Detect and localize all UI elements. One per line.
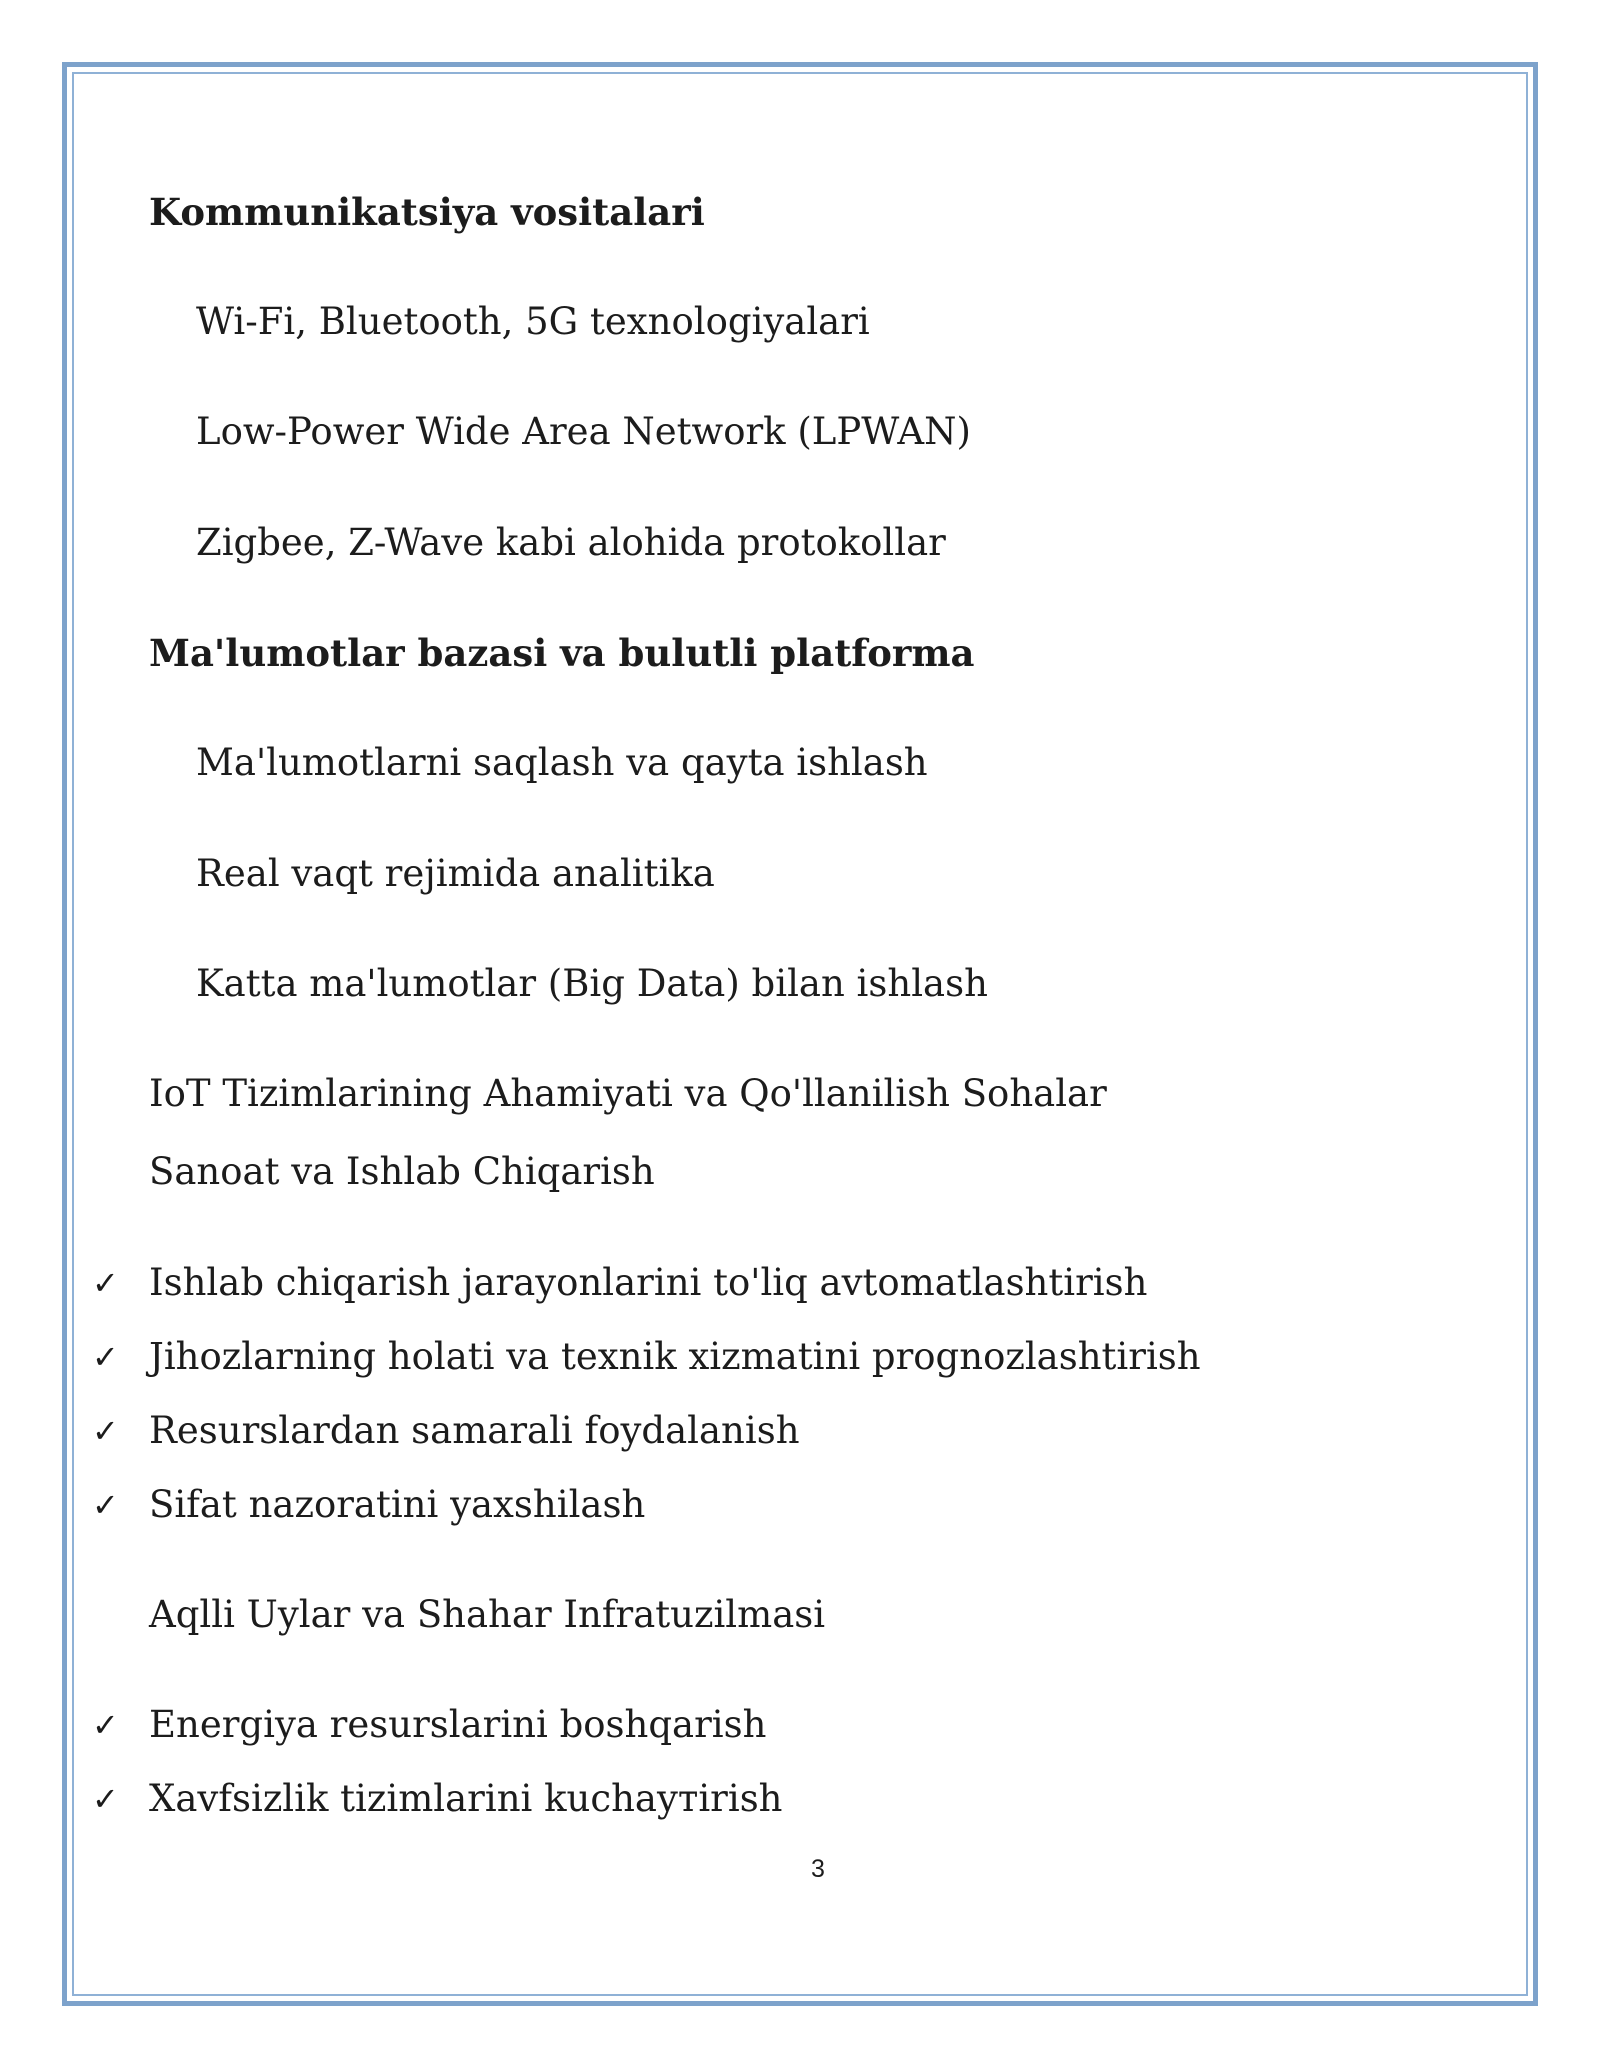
checklist-item-label: Xavfsizlik tizimlarini kuchayтirish: [149, 1777, 783, 1820]
list-item: Real vaqt rejimida analitika: [196, 852, 715, 895]
checklist-item-label: Jihozlarning holati va texnik xizmatini prognozlashtirish: [149, 1335, 1201, 1378]
list-item: Ma'lumotlarni saqlash va qayta ishlash: [196, 741, 928, 784]
list-item: Wi-Fi, Bluetooth, 5G texnologiyalari: [196, 300, 870, 343]
list-item: Katta ma'lumotlar (Big Data) bilan ishlash: [196, 962, 988, 1005]
section-heading-communication: Kommunikatsiya vositalari: [149, 190, 705, 234]
checkmark-icon: ✓: [92, 1264, 119, 1302]
checkmark-icon: ✓: [92, 1706, 119, 1744]
section-heading-database: Ma'lumotlar bazasi va bulutli platforma: [149, 631, 975, 675]
checkmark-icon: ✓: [92, 1338, 119, 1376]
checkmark-icon: ✓: [92, 1780, 119, 1818]
industry-title: Sanoat va Ishlab Chiqarish: [149, 1150, 655, 1193]
smart-city-title: Aqlli Uylar va Shahar Infratuzilmasi: [149, 1593, 826, 1636]
importance-title: IoT Tizimlarining Ahamiyati va Qo'llanilish Sohalar: [149, 1072, 1107, 1115]
checkmark-icon: ✓: [92, 1412, 119, 1450]
checkmark-icon: ✓: [92, 1486, 119, 1524]
checklist-item-label: Sifat nazoratini yaxshilash: [149, 1483, 646, 1526]
list-item: Low-Power Wide Area Network (LPWAN): [196, 410, 971, 453]
list-item: Zigbee, Z-Wave kabi alohida protokollar: [196, 521, 946, 564]
checklist-item-label: Energiya resurslarini boshqarish: [149, 1703, 767, 1746]
page-number: 3: [811, 1855, 825, 1883]
checklist-item-label: Ishlab chiqarish jarayonlarini to'liq avtomatlashtirish: [149, 1261, 1148, 1304]
checklist-item-label: Resurslardan samarali foydalanish: [149, 1409, 800, 1452]
